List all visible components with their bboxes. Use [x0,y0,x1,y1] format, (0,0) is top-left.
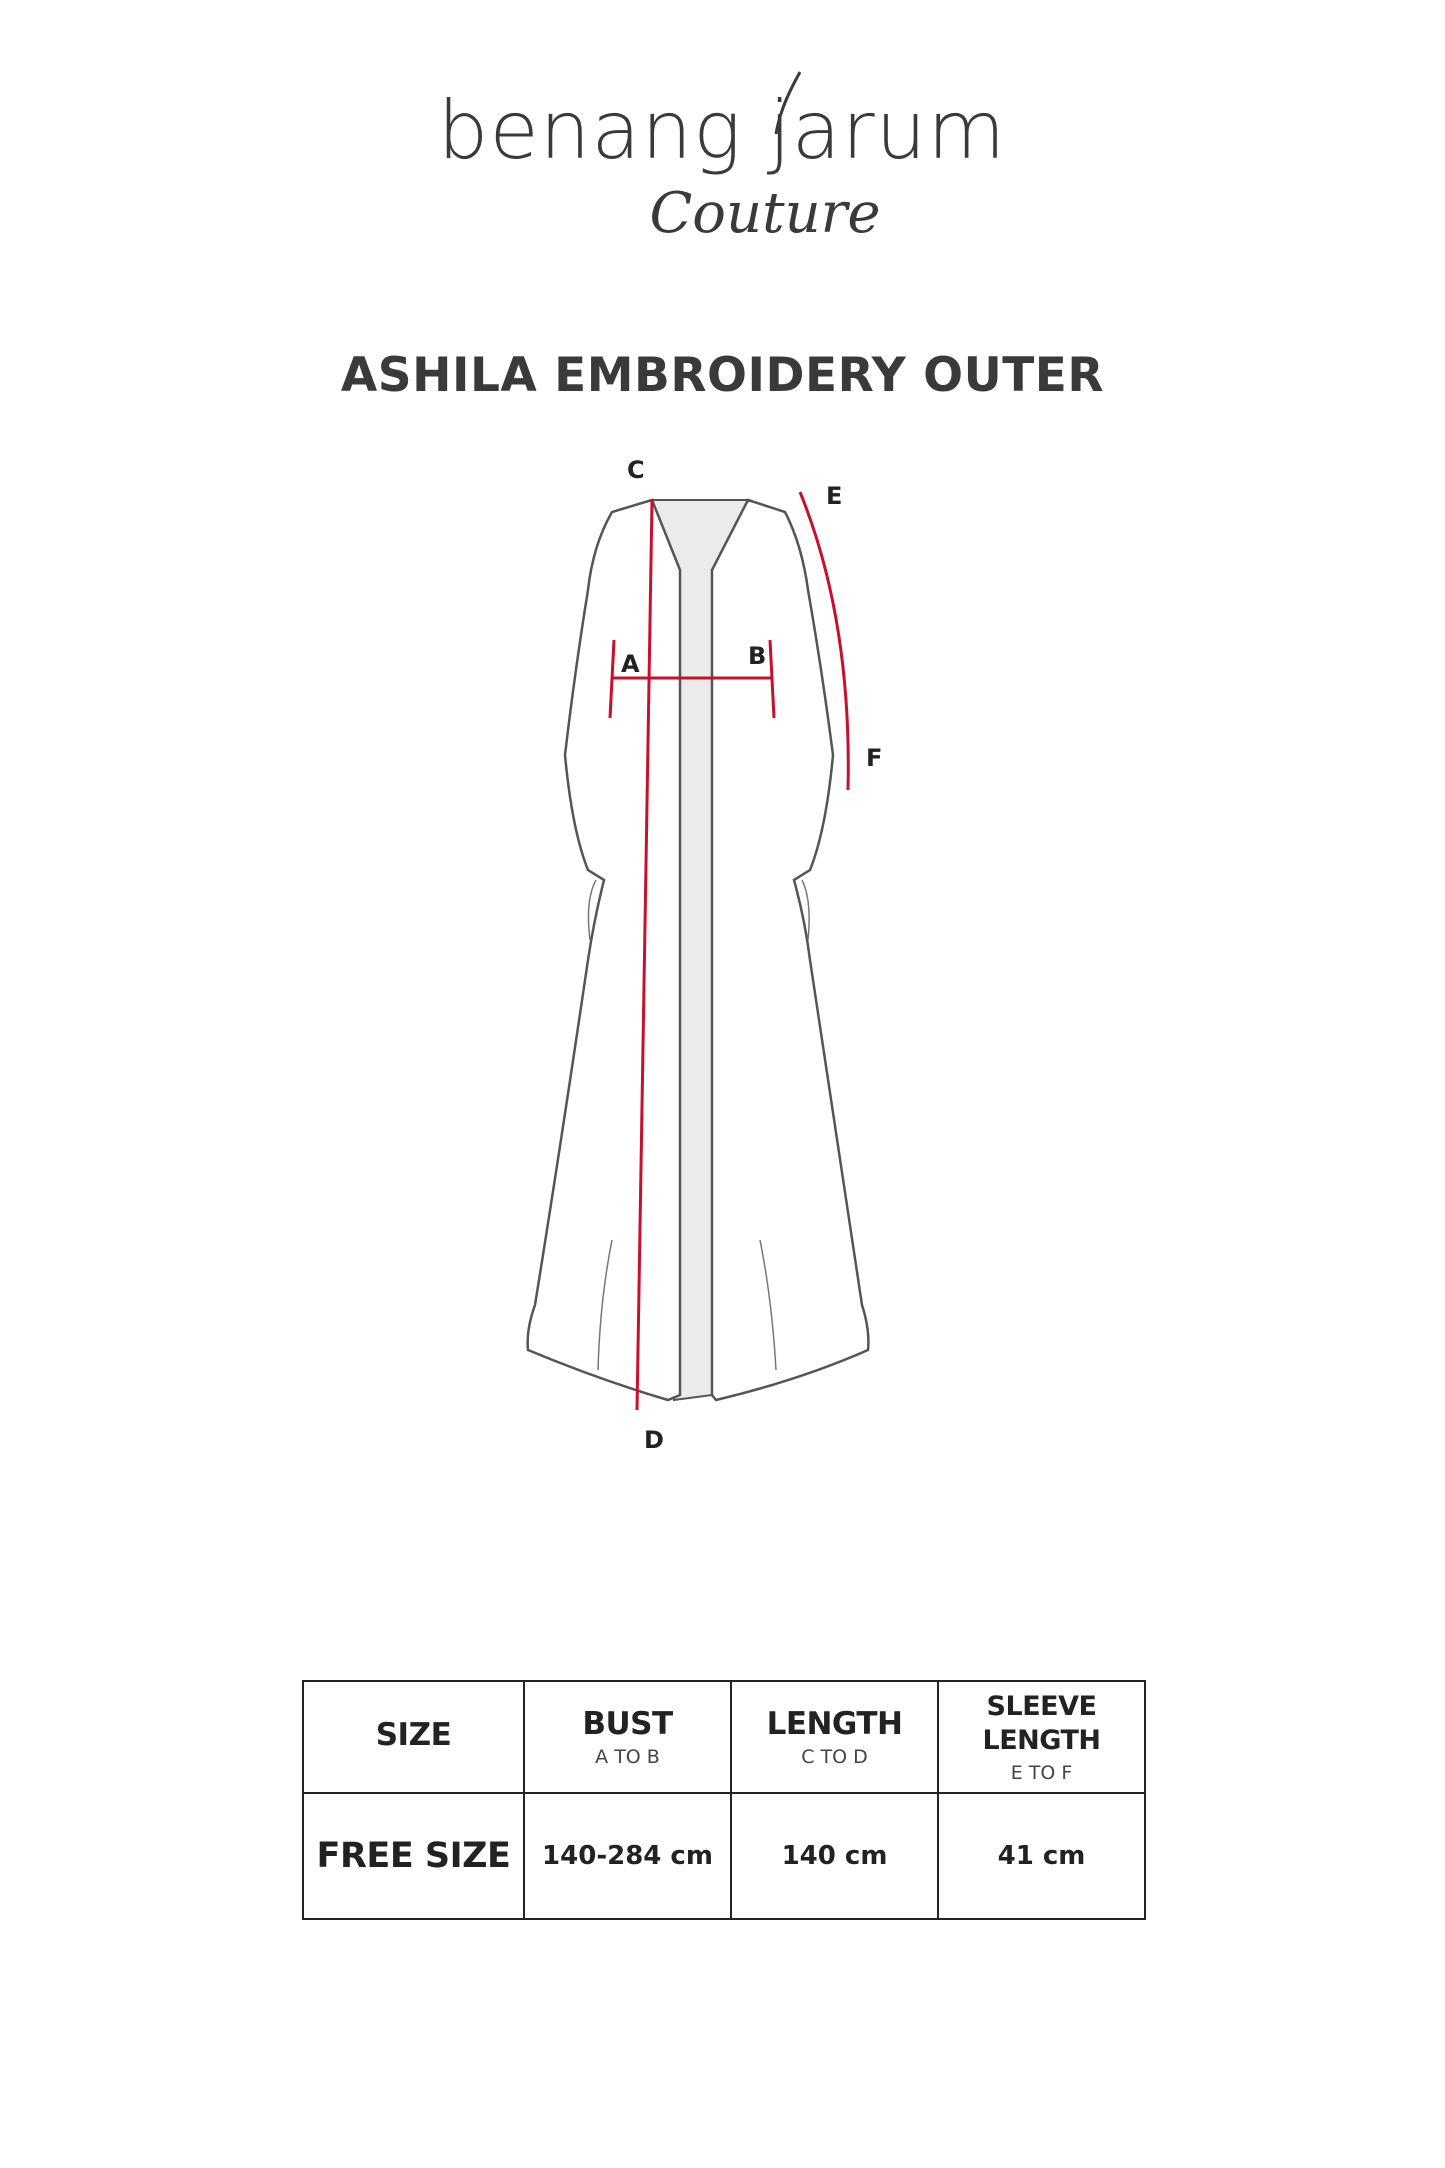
header-sleeve-sub: E TO F [1010,1762,1073,1784]
label-a: A [621,650,640,678]
size-chart-table [302,1680,1146,1920]
garment-sketch [0,430,1445,1470]
header-length [731,1681,938,1793]
label-d: D [644,1426,664,1454]
brand-logo [0,50,1445,280]
table-header-row [303,1681,1145,1793]
label-f: F [866,744,883,772]
label-c: C [627,456,645,484]
table-row [303,1793,1145,1919]
cell-length: 140 cm [731,1793,938,1919]
cell-bust: 140-284 cm [524,1793,731,1919]
header-bust [524,1681,731,1793]
label-e: E [826,482,843,510]
garment-left-panel [528,500,680,1400]
cell-size: FREE SIZE [303,1793,524,1919]
garment-right-panel [712,500,868,1400]
product-title: ASHILA EMBROIDERY OUTER [340,348,1105,403]
header-length-sub: C TO D [801,1746,868,1768]
header-bust-sub: A TO B [595,1746,660,1768]
label-b: B [748,642,767,670]
cell-sleeve: 41 cm [938,1793,1145,1919]
header-sleeve-label: SLEEVE LENGTH [982,1691,1101,1756]
header-bust-label: BUST [582,1706,673,1742]
brand-sub: Couture [649,181,881,246]
brand-name: benang jarum [437,84,1007,177]
header-size [303,1681,524,1793]
header-sleeve [938,1681,1145,1793]
header-size-label: SIZE [375,1717,452,1753]
header-length-label: LENGTH [766,1706,903,1742]
